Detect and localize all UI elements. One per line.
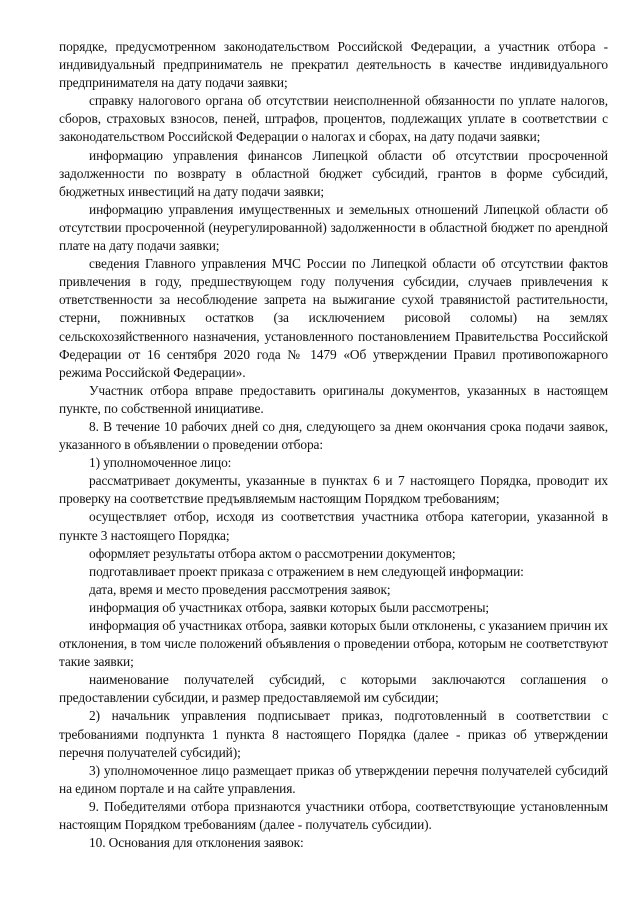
paragraph-mchs-info: сведения Главного управления МЧС России по Липецкой области об отсутствии фактов привлечения в году, предшествующем году получения субсидии, случаев привлечения к ответственности за несоблюдение запрета на выжигание сухой травянистой растительности, стерни, пожнивных остатков (за исключением рисовой соломы) на землях сельскохозяйственного назначения, установленного постановлением Правительства Российской Федерации от 16 сентября 2020 года № 1479 «Об утверждении Правил противопожарного режима Российской Федерации».	[59, 256, 608, 380]
document-page	[59, 38, 608, 852]
paragraph-section-9: 9. Победителями отбора признаются участники отбора, соответствующие установленным настоящим Порядком требованиям (далее - получатель субсидии).	[59, 798, 608, 833]
paragraph-date-time: дата, время и место проведения рассмотрения заявок;	[89, 581, 391, 597]
paragraph-originals: Участник отбора вправе предоставить оригиналы документов, указанных в настоящем пункте, по собственной инициативе.	[59, 382, 608, 416]
paragraph-section-10: 10. Основания для отклонения заявок:	[89, 835, 304, 851]
paragraph-performs-selection: осуществляет отбор, исходя из соответствия участника отбора категории, указанной в пункте 3 настоящего Порядка;	[59, 509, 608, 543]
paragraph-rejected: информация об участниках отбора, заявки которых были отклонены, с указанием причин их отклонения, в том числе положений объявления о проведении отбора, которым не соответствуют такие заявки;	[59, 618, 608, 670]
paragraph-reviews-documents: рассматривает документы, указанные в пунктах 6 и 7 настоящего Порядка, проводит их проверку на соответствие предъявляемым настоящим Порядком требованиям;	[59, 473, 608, 507]
paragraph-tax-certificate: справку налогового органа об отсутствии неисполненной обязанности по уплате налогов, сборов, страховых взносов, пеней, штрафов, процентов, подлежащих уплате в соответствии с законодательством Российской Федерации о налогах и сборах, на дату подачи заявки;	[59, 93, 608, 145]
paragraph-continuation: порядке, предусмотренном законодательством Российской Федерации, а участник отбора - индивидуальный предприниматель не прекратил деятельность в качестве индивидуального предпринимателя на дату подачи заявки;	[59, 39, 608, 91]
paragraph-reviewed: информация об участниках отбора, заявки которых были рассмотрены;	[89, 599, 489, 615]
paragraph-item-1: 1) уполномоченное лицо:	[89, 455, 232, 471]
paragraph-section-8: 8. В течение 10 рабочих дней со дня, следующего за днем окончания срока подачи заявок, указанного в объявлении о проведении отбора:	[59, 418, 608, 453]
paragraph-item-2: 2) начальник управления подписывает приказ, подготовленный в соответствии с требованиями подпункта 1 пункта 8 настоящего Порядка (далее - приказ об утверждении перечня получателей субсидий);	[59, 708, 608, 760]
paragraph-draft-order: подготавливает проект приказа с отражением в нем следующей информации:	[89, 563, 524, 579]
paragraph-property-info: информацию управления имущественных и земельных отношений Липецкой области об отсутствии просроченной (неурегулированной) задолженности в областной бюджет по арендной плате на дату подачи заявки;	[59, 201, 608, 254]
paragraph-recipients: наименование получателей субсидий, с которыми заключаются соглашения о предоставлении субсидии, и размер предоставляемой им субсидии;	[59, 672, 608, 706]
paragraph-act: оформляет результаты отбора актом о рассмотрении документов;	[89, 545, 456, 561]
paragraph-finance-info: информацию управления финансов Липецкой области об отсутствии просроченной задолженности по возврату в областной бюджет субсидий, грантов в форме субсидий, бюджетных инвестиций на дату подачи заявки;	[59, 147, 608, 199]
paragraph-item-3: 3) уполномоченное лицо размещает приказ об утверждении перечня получателей субсидий на едином портале и на сайте управления.	[59, 762, 608, 796]
